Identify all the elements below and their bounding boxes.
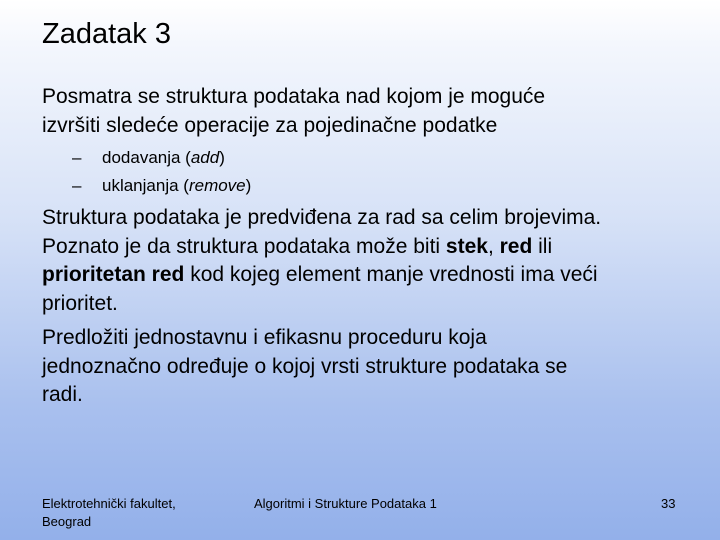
operation-text: uklanjanja (remove) <box>102 176 252 195</box>
page-number: 33 <box>661 496 676 511</box>
term-red: red <box>499 234 533 258</box>
intro-line-2: izvršiti sledeće operacije za pojedinačne podatke <box>42 113 498 137</box>
footer-institution: Elektrotehnički fakultet, Beograd <box>42 496 176 529</box>
dash-bullet-icon: – <box>72 176 82 195</box>
intro-line-1: Posmatra se struktura podataka nad kojom je moguće <box>42 85 546 108</box>
task-line-2: jednoznačno određuje o kojoj vrsti strukture podataka se <box>42 354 568 378</box>
task-paragraph <box>42 324 702 410</box>
footer-course: Algoritmi i Strukture Podataka 1 <box>254 496 437 511</box>
structure-paragraph <box>42 204 702 318</box>
operation-term: remove <box>188 176 246 195</box>
structure-line-3: prioritetan red kod kojeg element manje vrednosti ima veći <box>42 263 598 286</box>
dash-bullet-icon: – <box>72 148 82 167</box>
task-line-1: Predložiti jednostavnu i efikasnu proceduru koja <box>42 326 487 349</box>
list-item <box>72 172 251 200</box>
intro-paragraph <box>42 83 702 140</box>
operations-list <box>72 144 251 200</box>
term-prioritetan-red: prioritetan red <box>42 263 185 286</box>
slide-title: Zadatak 3 <box>42 18 171 50</box>
list-item <box>72 144 251 172</box>
operation-term: add <box>190 148 220 167</box>
structure-line-4: prioritet. <box>42 291 118 315</box>
operation-text: dodavanja (add) <box>102 148 225 167</box>
structure-line-1: Struktura podataka je predviđena za rad sa celim brojevima. <box>42 206 602 229</box>
task-line-3: radi. <box>42 383 83 406</box>
term-stek: stek <box>445 234 488 258</box>
structure-line-2: Poznato je da struktura podataka može biti stek, red ili <box>42 234 553 258</box>
